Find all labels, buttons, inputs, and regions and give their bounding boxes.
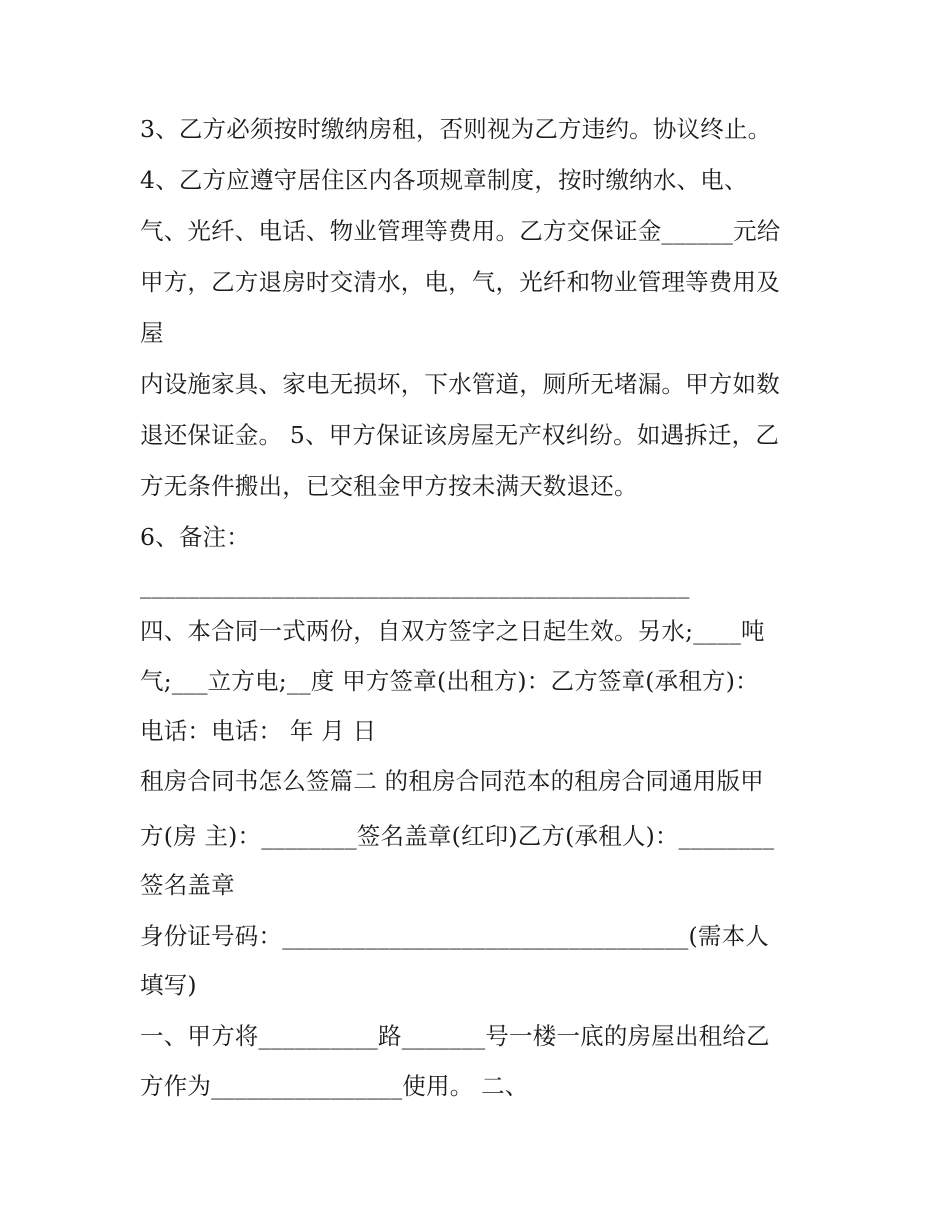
text-line: 方无条件搬出，已交租金甲方按未满天数退还。 [140, 472, 638, 500]
text-line: 3、乙方必须按时缴纳房租，否则视为乙方违约。协议终止。 [140, 115, 772, 143]
text-line: 气、光纤、电话、物业管理等费用。乙方交保证金______元给 [140, 217, 781, 245]
remark-blank-line: ______________________________________________ [140, 571, 690, 599]
text-line: 身份证号码：__________________________________(需本人 [140, 922, 769, 950]
text-line: 四、本合同一式两份，自双方签字之日起生效。另水;____吨 [140, 617, 765, 645]
text-line: 屋 [140, 319, 164, 347]
text-line: 气;___立方电;__度 甲方签章(出租方)：乙方签章(承租方)： [140, 667, 759, 695]
text-line: 填写) [140, 971, 197, 999]
text-line: 电话：电话： 年 月 日 [140, 717, 377, 745]
text-line: 退还保证金。 5、甲方保证该房屋无产权纠纷。如遇拆迁，乙 [140, 421, 780, 449]
text-line: 方作为________________使用。 二、 [140, 1072, 529, 1100]
text-line: 一、甲方将__________路_______号一楼一底的房屋出租给乙 [140, 1022, 770, 1050]
text-line: 方(房 主)：________签名盖章(红印)乙方(承租人)：________ [140, 822, 775, 850]
text-line: 内设施家具、家电无损坏，下水管道，厕所无堵漏。甲方如数 [140, 370, 780, 398]
text-line: 6、备注： [140, 523, 250, 551]
text-line: 租房合同书怎么签篇二 的租房合同范本的租房合同通用版甲 [140, 767, 764, 795]
text-line: 4、乙方应遵守居住区内各项规章制度，按时缴纳水、电、 [140, 166, 748, 194]
text-line: 甲方，乙方退房时交清水，电，气，光纤和物业管理等费用及 [140, 268, 780, 296]
text-line: 签名盖章 [140, 871, 235, 899]
